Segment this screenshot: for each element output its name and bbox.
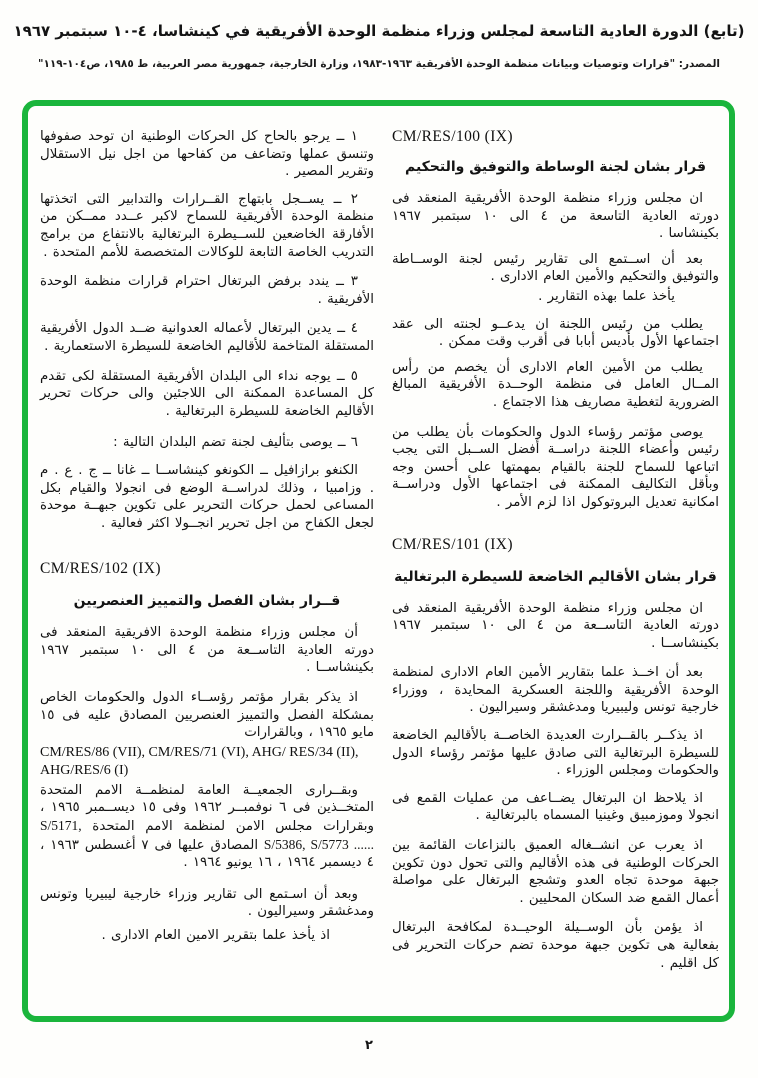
resolution-label-100: CM/RES/100 (IX): [392, 128, 513, 145]
paragraph-with-un-refs: [40, 782, 374, 872]
paragraph: أن مجلس وزراء منظمة الوحدة الافريقية المنعقد فى دورته العادية التاســعة من ٤ الى ١٠ سبتمبر ١٩٦٧ بكينشاســا .: [40, 625, 374, 676]
paragraph: اذ يذكر بقرار مؤتمر رؤســاء الدول والحكومات الخاص بمشكلة الفصل والتمييز العنصريين المصادق عليه فى ١٥ مايو ١٩٦٥ ، وبالقرارات: [40, 690, 374, 741]
paragraph: اذ يؤمن بأن الوســيلة الوحيــدة لمكافحة البرتغال بفعالية هى تكوين جبهة موحدة تضم حركات التحرير فى كل اقليم .: [392, 920, 719, 971]
operative-item: ٥ ــ يوجه نداء الى البلدان الأفريقية المستقلة لكى تقدم كل المساعدة الممكنة الى اللاجئين والى حركات تحرير الأقاليم الخاضعة للسيطرة البرتغالية .: [40, 368, 374, 419]
operative-item: ١ ــ يرجو بالحاح كل الحركات الوطنية ان توحد صفوفها وتنسق عملها وتضاعف من كفاحها من اجل نيل الاستقلال وتقرير المصير .: [40, 129, 374, 180]
paragraph-segment: وبقــرارى الجمعيــة العامة لمنظمــة الامم المتحدة المتخــذين فى ٦ نوفمبــر ١٩٦٢ وفى ١٥ ديســمبر ١٩٦٥ ، وبقرارات مجلس الامن لمنظمة الامم المتحدة: [40, 782, 375, 835]
paragraph: اذ يذكــر بالقــرارت العديدة الخاصــة بالأقاليم الخاضعة للسيطرة البرتغالية التى صادق عليها مؤتمر رؤساء الدول والحكومات ومجلس الوزراء .: [392, 728, 719, 779]
paragraph: يطلب من الأمين العام الادارى أن يخصم من رأس المــال العامل فى منظمة الوحــدة الأفريقية المبالغ الضرورية لتغطية مصاريف هذا الاجتماع .: [392, 359, 719, 410]
document-header-title: (تابع) الدورة العادية التاسعة لمجلس وزراء منظمة الوحدة الأفريقية في كينشاسا، ٤-١٠ سبتمبر ١٩٦٧: [13, 22, 745, 40]
operative-item: ٣ ــ يندد برفض البرتغال احترام قرارات منظمة الوحدة الأفريقية .: [40, 274, 374, 307]
resolution-label-101: CM/RES/101 (IX): [392, 535, 513, 553]
paragraph-segment: المصادق عليها فى ٧ أغسطس ١٩٦٣ ، ٤ ديسمبر ١٩٦٤ ، ١٦ يونيو ١٩٦٤ .: [40, 837, 374, 871]
paragraph: اذ يلاحظ ان البرتغال يضــاعف من عمليات القمع فى انجولا وموزمبيق وغينيا المسماه بالبرتغالية .: [392, 790, 719, 824]
paragraph: يأخذ علما بهذه التقارير .: [538, 288, 675, 304]
column-right: [392, 128, 719, 972]
resolution-label-102: CM/RES/102 (IX): [40, 560, 161, 578]
un-security-council-refs: S/5171, S/5386, S/5773 ......: [40, 818, 374, 852]
document-source-line: المصدر: "قرارات وتوصيات وبيانات منظمة الوحدة الأفريقية ١٩٦٣-١٩٨٣، وزارة الخارجية، جمهورية مصر العربية، ط ١٩٨٥، ص١٠٤-١١٩": [38, 58, 720, 70]
paragraph: اذ يأخذ علما بتقرير الامين العام الادارى .: [101, 928, 330, 943]
operative-item: ٦ ــ يوصى بتأليف لجنة تضم البلدان التالية :: [113, 435, 358, 451]
paragraph: اذ يعرب عن انشــغاله العميق بالنزاعات القائمة بين الحركات الوطنية فى هذه الأقاليم والتى تحول دون تكوين جبهة موحدة تجاه العدو وتشجع البرتغال على مواصلة أعمال القمع ضد السكان المحليين .: [392, 838, 719, 906]
paragraph: ان مجلس وزراء منظمة الوحدة الأفريقية المنعقد فى دورته العادية التاســعة من ٤ الى ١٠ سبتمبر ١٩٦٧ بكينشاســا .: [392, 600, 719, 651]
resolution-title-102: قــرار بشان الفصل والتمييز العنصريين: [73, 593, 341, 610]
operative-item: ٢ ــ يســجل بابتهاج القــرارات والتدابير التى اتخذتها منظمة الوحدة الأفريقية للسماح لاكبر عــدد ممــكن من الأفارقة الخاضعين للســيطرة البرتغالية بالانتفاع من برامج التدريب الخاصة التابعة للوكالات المتخصصة للأمم المتحدة .: [40, 191, 374, 260]
operative-item: ٤ ــ يدين البرتغال لأعماله العدوانية ضــد الدول الأفريقية المستقلة المتاخمة للأقاليم الخاضعة للسيطرة الاستعمارية .: [40, 321, 374, 354]
paragraph: ان مجلس وزراء منظمة الوحدة الأفريقية المنعقد فى دورته العادية التاسعة من ٤ الى ١٠ سبتمبر ١٩٦٧ بكينشاسا .: [392, 191, 719, 242]
column-left: [40, 128, 374, 945]
page-number: ٢: [365, 1038, 373, 1053]
latin-resolution-references: CM/RES/86 (VII), CM/RES/71 (VI), AHG/ RES/34 (II), AHG/RES/6 (I): [40, 744, 359, 778]
resolution-title-100: قرار بشان لجنة الوساطة والتوفيق والتحكيم: [404, 159, 707, 175]
paragraph: وبعد أن اسـتمع الى تقارير وزراء خارجية ليبيريا وتونس ومدغشقر وسيراليون .: [40, 886, 374, 920]
resolution-title-101: قرار بشان الأقاليم الخاضعة للسيطرة البرتغالية: [394, 568, 717, 585]
paragraph: يوصى مؤتمر رؤساء الدول والحكومات بأن يطلب من رئيس وأعضاء اللجنة دراســة أفضل الســبل التى يجب اتباعها للسماح للجنة بالقيام بمهمتها على أحسن وجه وبأقل التكاليف الممكنة فى اجتماعها الأول ودراســة امكانية تعديل البروتوكول اذا لزم الأمر .: [392, 424, 719, 510]
paragraph: بعد أن اســتمع الى تقارير رئيس لجنة الوســاطة والتوفيق والتحكيم والأمين العام الادارى .: [392, 251, 719, 285]
committee-countries-paragraph: الكنغو برازافيل ــ الكونغو كينشاســا ــ غانا ــ ج . ع . م . وزامبيا ، وذلك لدراســة الوضع فى انجولا والقيام بكل المساعى لحمل حركات التحرير على تكوين جبهــة موحدة لجعل الكفاح من اجل تحرير انجــولا اكثر فعالية .: [40, 462, 374, 531]
paragraph: بعد أن اخــذ علما بتقارير الأمين العام الادارى لمنظمة الوحدة الأفريقية واللجنة العسكرية المحايدة ، ووزراء خارجية تونس وليبيريا ومدغشقر وسيراليون .: [392, 665, 719, 716]
paragraph: يطلب من رئيس اللجنة ان يدعــو لجنته الى عقد اجتماعها الأول بأديس أبابا فى أقرب وقت ممكن .: [392, 316, 719, 350]
